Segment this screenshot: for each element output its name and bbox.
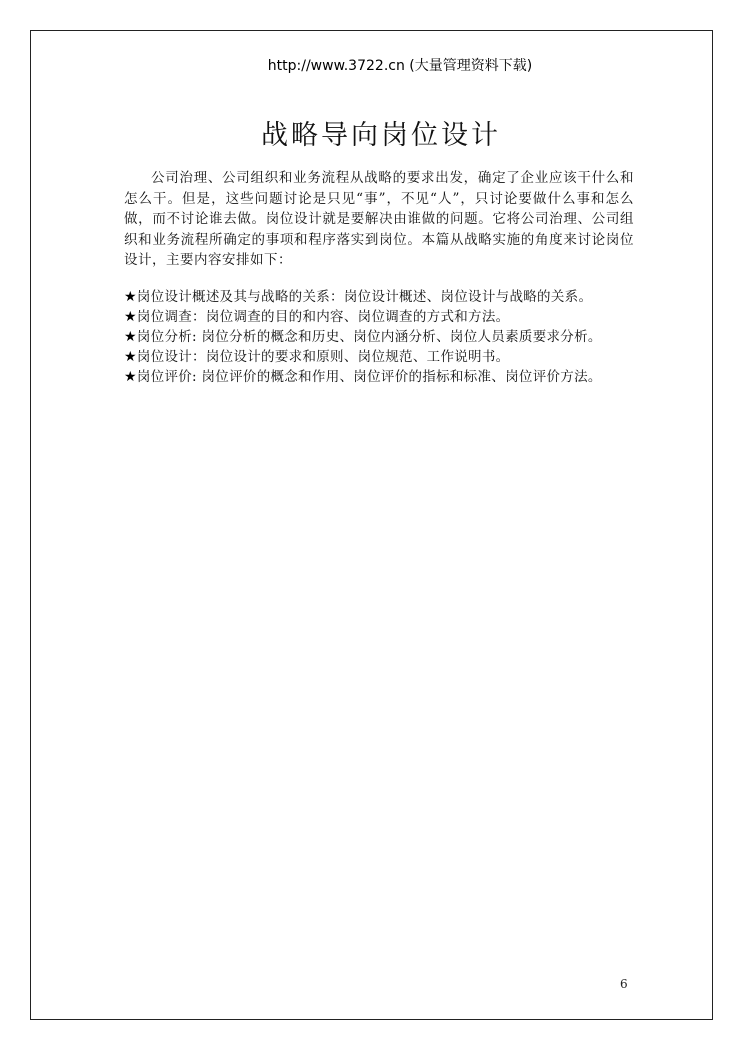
star-icon: ★ [124,289,137,305]
outline-item-text: 岗位设计概述及其与战略的关系：岗位设计概述、岗位设计与战略的关系。 [136,289,593,305]
intro-paragraph: 公司治理、公司组织和业务流程从战略的要求出发，确定了企业应该干什么和怎么干。但是，这些问题讨论是只见“事”，不见“人”，只讨论要做什么事和怎么做，而不讨论谁去做。岗位设计就是要解决由谁做的问题。它将公司治理、公司组织和业务流程所确定的事项和程序落实到岗位。本篇从战略实施的角度来讨论岗位设计，主要内容安排如下： [124,170,634,268]
star-icon: ★ [124,309,137,325]
outline-item-investigation [124,307,684,327]
outline-item-design [124,347,684,367]
page-number: 6 [620,977,628,991]
star-icon: ★ [124,329,137,345]
content-outline-list [124,287,684,387]
outline-item-text: 岗位评价: 岗位评价的概念和作用、岗位评价的指标和标准、岗位评价方法。 [136,369,602,385]
star-icon: ★ [124,349,137,365]
outline-item-text: 岗位分析: 岗位分析的概念和历史、岗位内涵分析、岗位人员素质要求分析。 [136,329,602,345]
outline-item-analysis [124,327,684,347]
outline-item-overview [124,287,684,307]
outline-item-evaluation [124,367,684,387]
page-title: 战略导向岗位设计 [261,120,501,151]
outline-item-text: 岗位调查：岗位调查的目的和内容、岗位调查的方式和方法。 [136,309,510,325]
outline-item-text: 岗位设计：岗位设计的要求和原则、岗位规范、工作说明书。 [136,349,510,365]
header-source-url: http://www.3722.cn (大量管理资料下载) [267,58,533,74]
star-icon: ★ [124,369,137,385]
